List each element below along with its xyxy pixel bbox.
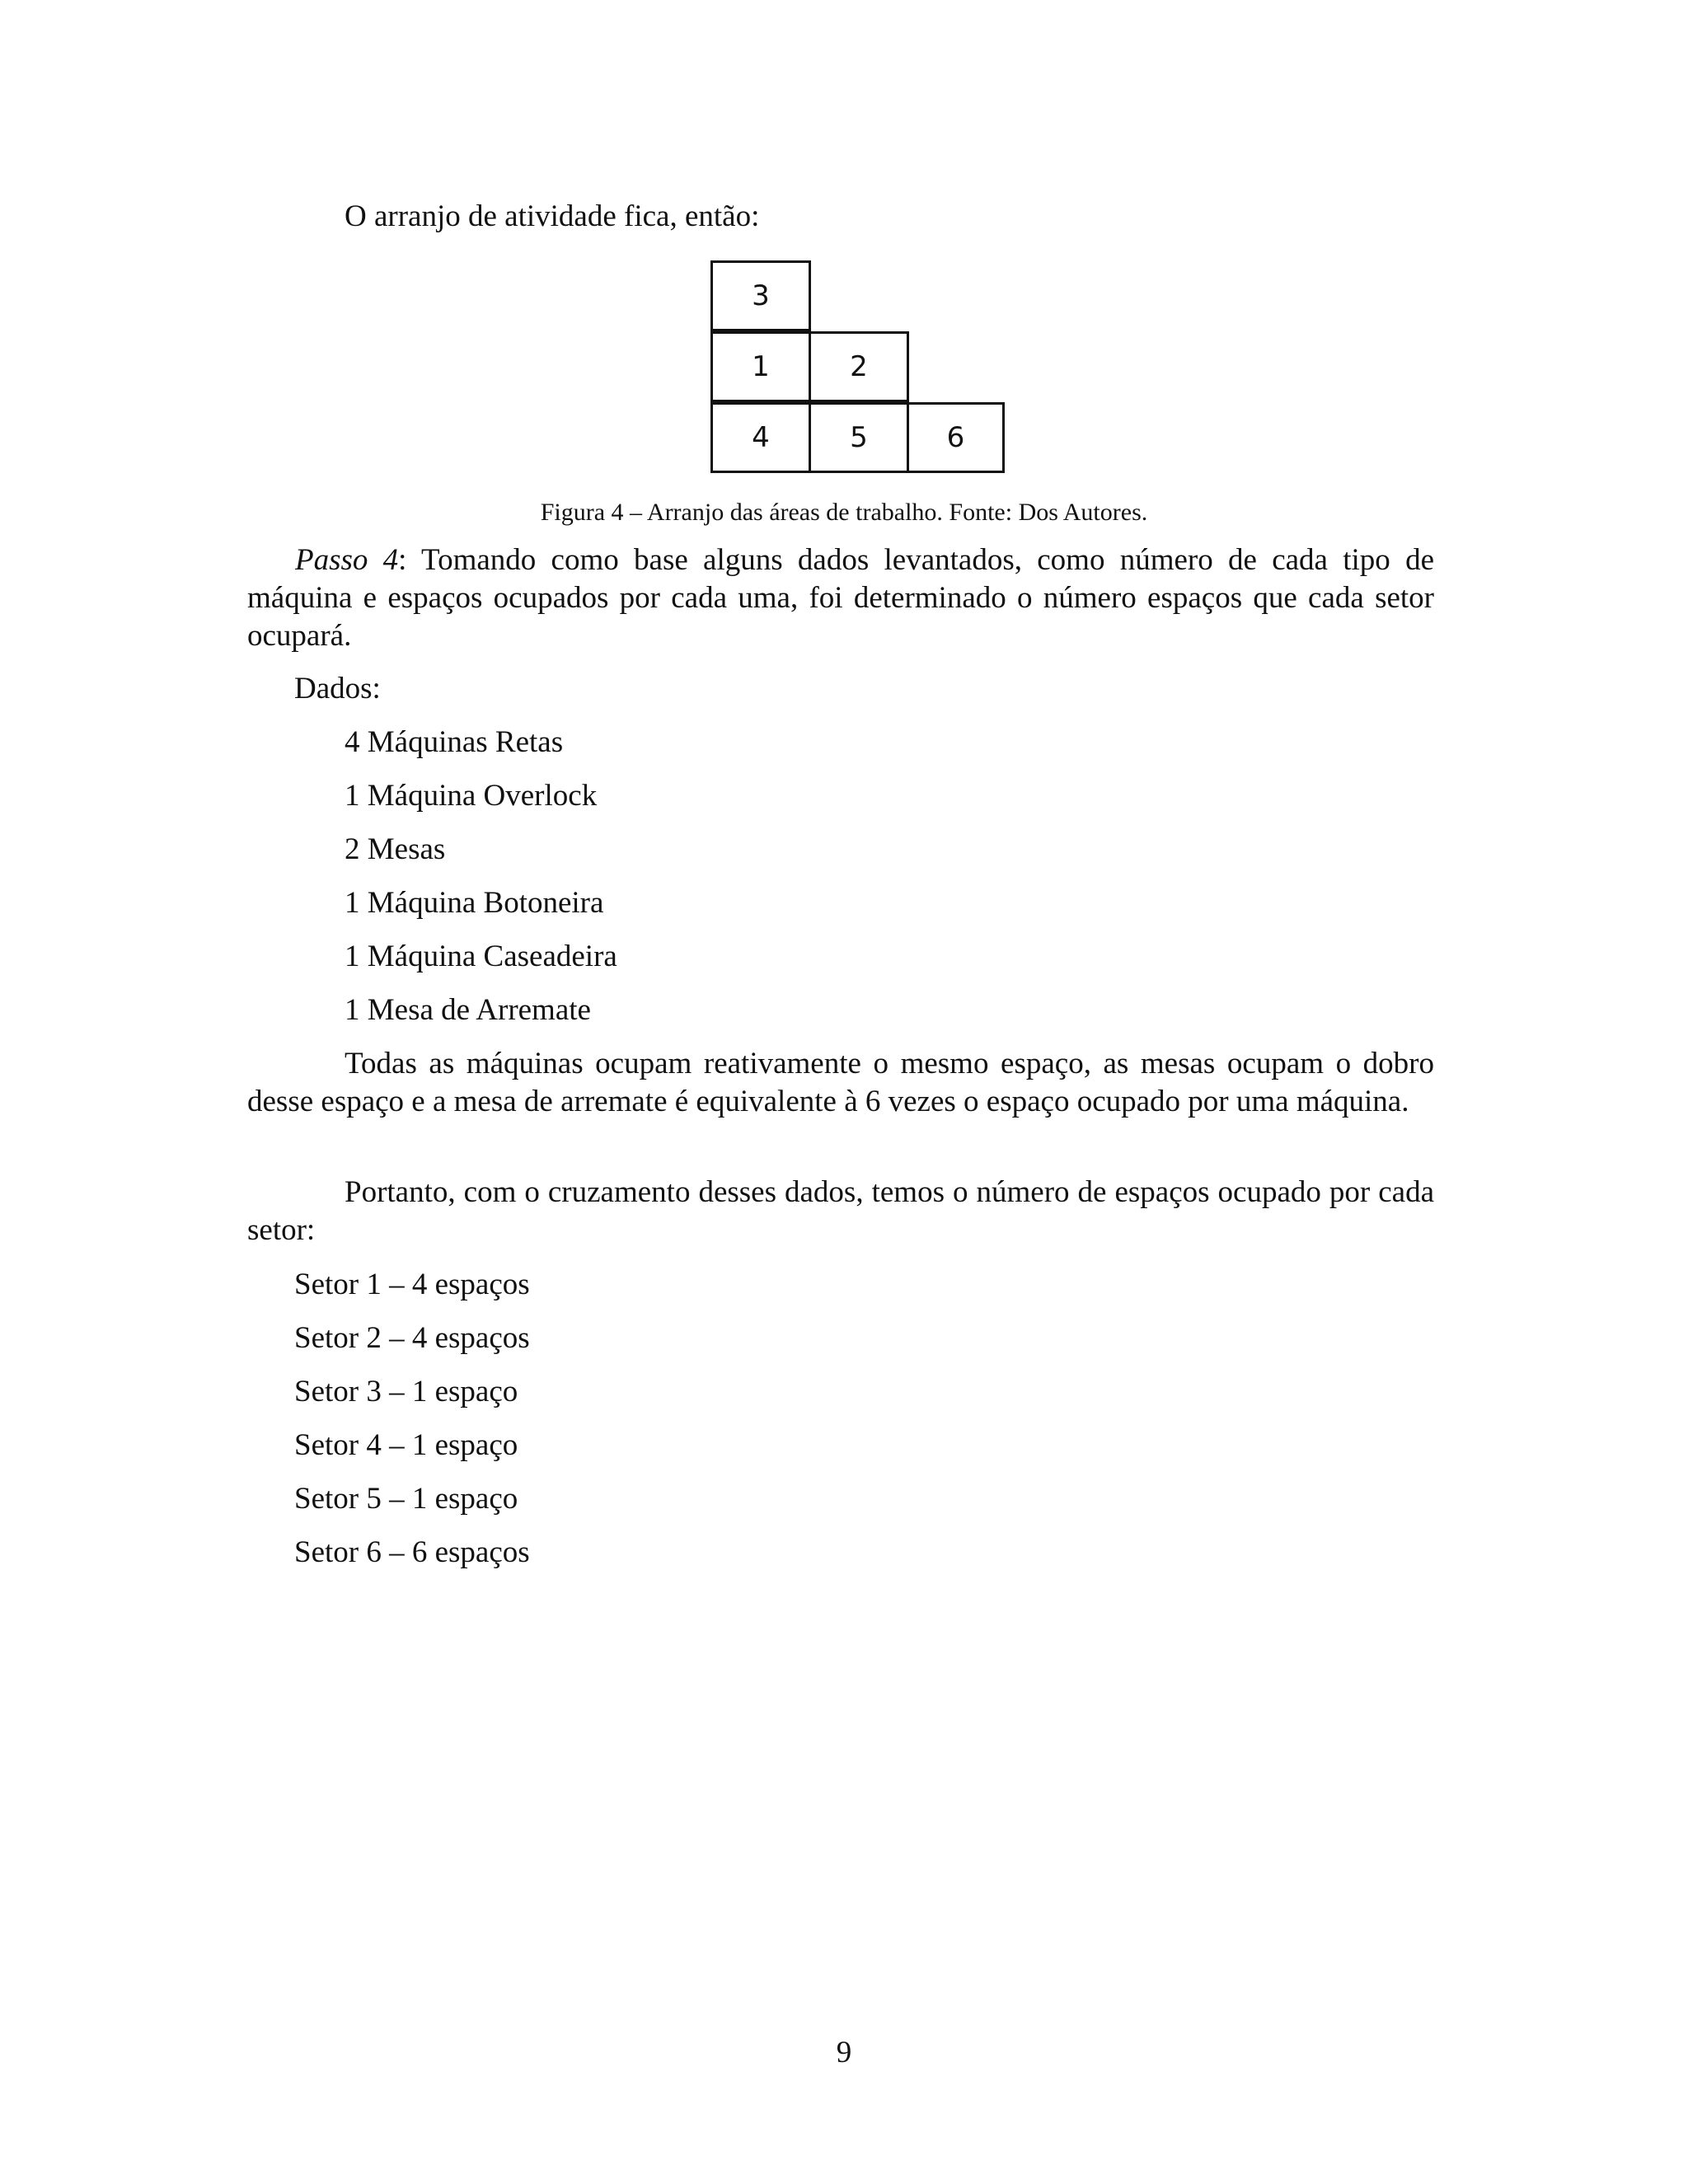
list-item: 2 Mesas [345,832,446,866]
portanto-paragraph [247,1174,1434,1249]
machines-paragraph [247,1045,1434,1121]
area-cell: 2 [809,331,909,402]
figure-caption: Figura 4 – Arranjo das áreas de trabalho. Fonte: Dos Autores. [540,499,1148,526]
dados-heading: Dados: [294,672,381,705]
list-item: 4 Máquinas Retas [345,725,564,759]
list-item: Setor 2 – 4 espaços [294,1321,530,1355]
page-number: 9 [836,2036,852,2069]
list-item: 1 Mesa de Arremate [345,993,591,1027]
portanto-text: Portanto, com o cruzamento desses dados, temos o número de espaços ocupado por cada setor: [247,1175,1434,1247]
passo4-label: Passo 4 [295,543,399,577]
list-item: 1 Máquina Botoneira [345,886,604,920]
area-cell: 6 [907,402,1005,473]
list-item: Setor 4 – 1 espaço [294,1428,518,1462]
list-item: Setor 5 – 1 espaço [294,1482,518,1516]
list-item: Setor 3 – 1 espaço [294,1375,518,1408]
area-cell: 4 [710,402,811,473]
area-cell: 1 [710,331,811,402]
area-cell: 5 [809,402,909,473]
passo4-text: : Tomando como base alguns dados levantados, como número de cada tipo de máquina e espaços ocupados por cada uma, foi determinado o número espaços que cada setor ocupará. [247,543,1434,653]
list-item: Setor 6 – 6 espaços [294,1535,530,1569]
list-item: 1 Máquina Overlock [345,779,598,813]
machines-text: Todas as máquinas ocupam reativamente o mesmo espaço, as mesas ocupam o dobro desse espaço e a mesa de arremate é equivalente à 6 vezes o espaço ocupado por uma máquina. [247,1047,1434,1118]
intro-text: O arranjo de atividade fica, então: [345,199,760,233]
list-item: Setor 1 – 4 espaços [294,1268,530,1301]
passo4-paragraph [247,541,1434,655]
area-cell: 3 [710,260,811,331]
list-item: 1 Máquina Caseadeira [345,940,617,973]
